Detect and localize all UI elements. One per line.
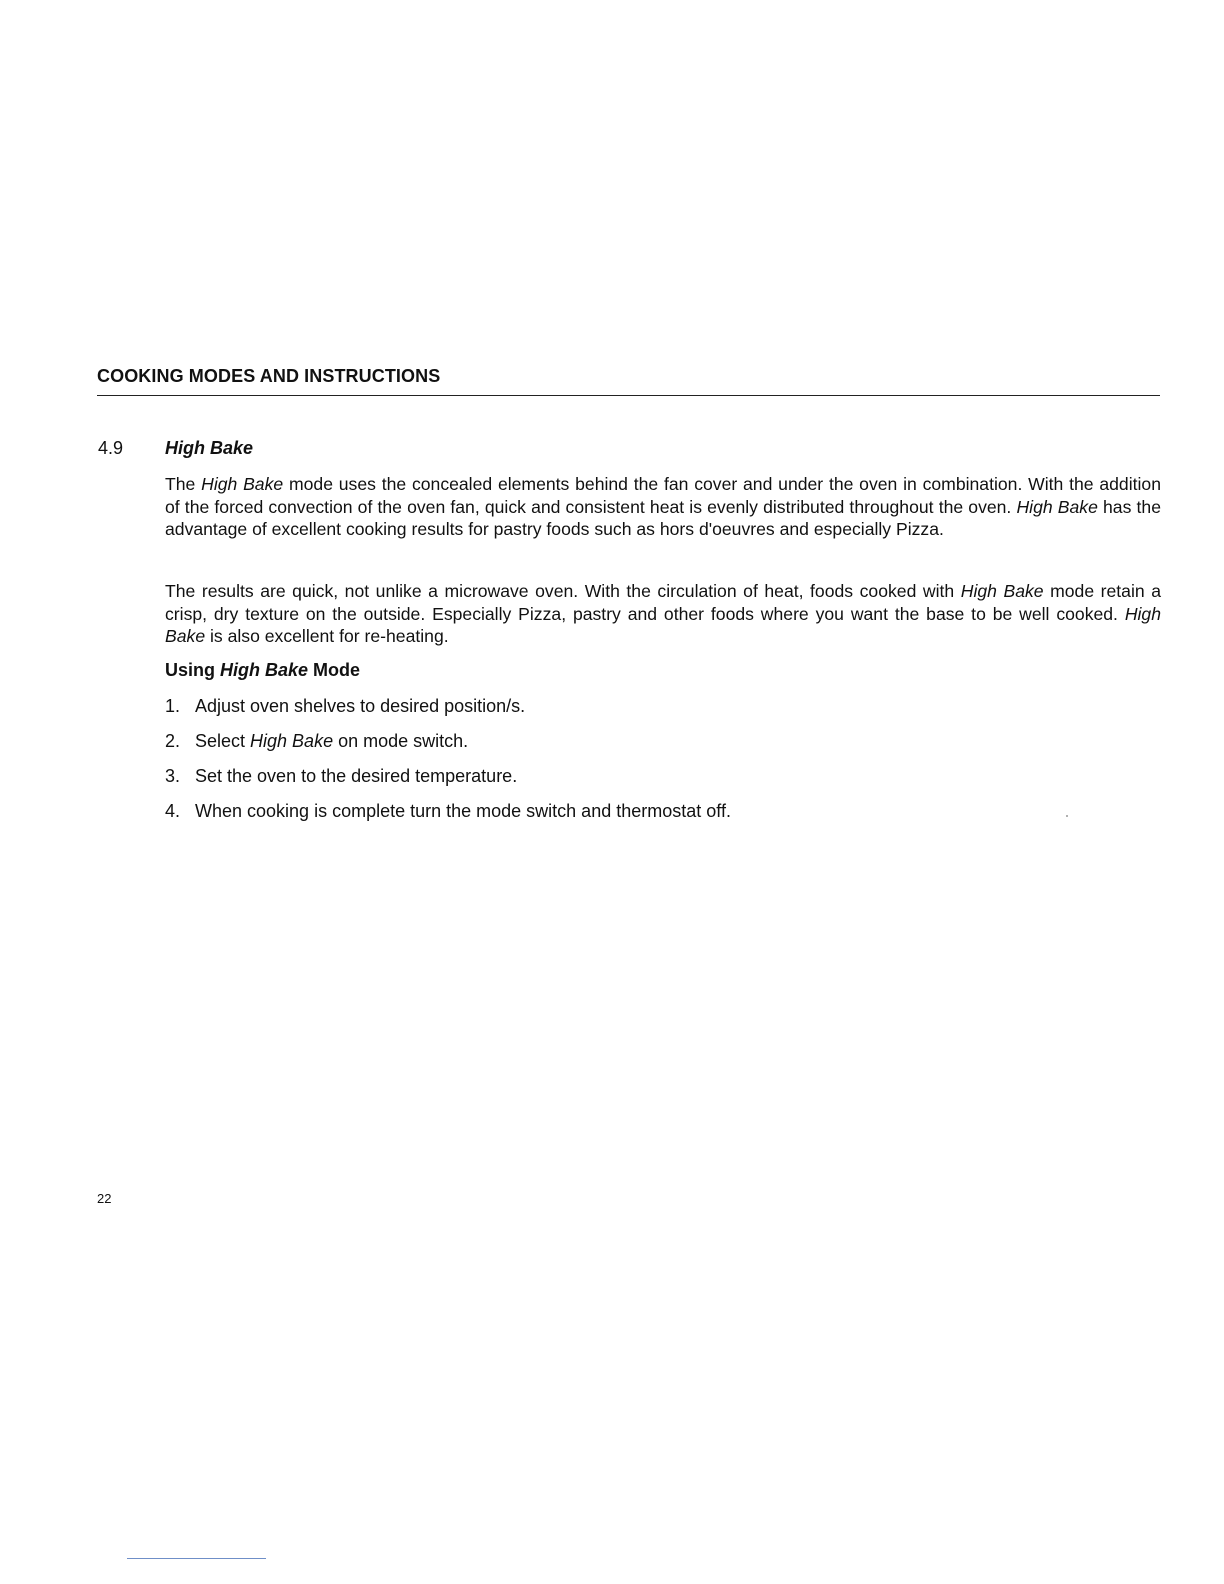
step-item (165, 799, 731, 834)
mode-name: High Bake (165, 603, 1161, 646)
step-text: Adjust oven shelves to desired position/s. (195, 696, 526, 716)
steps-list (165, 694, 731, 834)
page-header-title: COOKING MODES AND INSTRUCTIONS (97, 366, 441, 386)
section-number: 4.9 (98, 438, 124, 458)
paragraph-description (165, 473, 1161, 541)
paragraph-text: mode retain a crisp, dry texture on the outside. Especially Pizza, pastry and other foods where you want the base to be well cooked. (165, 581, 1161, 624)
mode-name: High Bake (250, 731, 334, 751)
mode-name: High Bake (201, 474, 284, 494)
paragraph-text: has the advantage of excellent cooking results for pastry foods such as hors d'oeuvres and especially Pizza. (165, 496, 1161, 539)
step-item (165, 729, 731, 764)
usage-subheading (165, 658, 360, 682)
scan-speck (1066, 815, 1068, 817)
step-item (165, 764, 731, 799)
step-number: 2. (165, 731, 181, 751)
bottom-divider (127, 1558, 266, 1559)
step-text-prefix: Select (195, 731, 251, 751)
paragraph-text: is also excellent for re-heating. (205, 626, 449, 646)
step-number: 3. (165, 766, 181, 786)
paragraph-results (165, 580, 1161, 648)
header-divider (97, 395, 1160, 396)
paragraph-text: mode uses the concealed elements behind the fan cover and under the oven in combination. With the addition of the forced convection of the oven fan, quick and consistent heat is evenly distributed throughout the oven. (165, 474, 1161, 517)
step-number: 4. (165, 801, 181, 821)
mode-name: High Bake (1016, 496, 1098, 517)
step-item (165, 694, 731, 729)
step-text (195, 729, 468, 764)
section-title: High Bake (165, 438, 254, 458)
mode-name: High Bake (960, 581, 1044, 601)
mode-name: High Bake (220, 660, 309, 680)
step-text: Set the oven to the desired temperature. (195, 766, 518, 786)
paragraph-text: The (165, 474, 202, 494)
subheading-prefix: Using (165, 660, 221, 680)
step-text-suffix: on mode switch. (333, 731, 469, 751)
page-number: 22 (97, 1191, 112, 1206)
subheading-suffix: Mode (308, 660, 361, 680)
step-text: When cooking is complete turn the mode switch and thermostat off. (195, 801, 731, 821)
step-number: 1. (165, 696, 181, 716)
paragraph-text: The results are quick, not unlike a microwave oven. With the circulation of heat, foods cooked with (165, 581, 961, 601)
